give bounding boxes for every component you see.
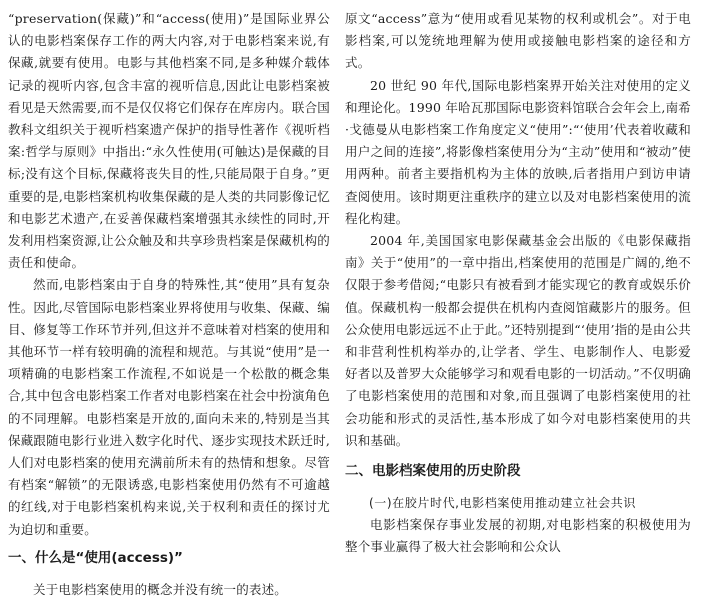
body-paragraph: 然而,电影档案由于自身的特殊性,其“使用”具有复杂性。因此,尽管国际电影档案业界将使用与收集、保藏、编目、修复等工作环节并列,但这并不意味着对档案的使用和其他环节一样有较明确的流程和规范。与其说“使用”是一项精确的电影档案工作流程,不如说是一个松散的概念集合,其中包含电影档案工作者对电影档案在社会中扮演角色的不同理解。电影档案是开放的,面向未来的,特别是当其保藏跟随电影行业进入数字化时代、逐步实现技术跃迁时,人们对电影档案的使用充满前所未有的热情和想象。尽管有档案“解锁”的无限诱惑,电影档案使用仍然有不可逾越的红线,对于电影档案机构来说,关于权利和责任的探讨尤为迫切和重要。 <box>8 277 330 537</box>
body-paragraph: 20 世纪 90 年代,国际电影档案界开始关注对使用的定义和理论化。1990 年哈瓦那国际电影资料馆联合会年会上,南希·戈德曼从电影档案工作角度定义“使用”:“‘使用’代表着收藏和用户之间的连接”,将影像档案使用分为“主动”使用和“被动”使用两种。前者主要指机构为主体的放映,后者指用户到访申请查阅使用。该时期更注重秩序的建立以及对电影档案使用的流程化构建。 <box>345 77 691 226</box>
section-heading: 二、电影档案使用的历史阶段 <box>345 463 521 480</box>
subsection-heading: (一)在胶片时代,电影档案使用推动建立社会共识 <box>369 496 636 511</box>
section-heading: 一、什么是“使用(access)” <box>8 549 183 566</box>
body-paragraph: 电影档案保存事业发展的初期,对电影档案的积极使用为整个事业赢得了极大社会影响和公众认 <box>345 517 691 555</box>
body-paragraph: “preservation(保藏)”和“access(使用)”是国际业界公认的电影档案保存工作的两大内容,对于电影档案来说,有保藏,就要有使用。电影与其他档案不同,是多种媒介载体记录的视听内容,包含丰富的视听信息,因此让电影档案被看见是天然需要,而不是仅仅将它们保存在库房内。联合国教科文组织关于视听档案遗产保护的指导性著作《视听档案:哲学与原则》中指出:“永久性使用(可触达)是保藏的目标;没有这个目标,保藏将丧失目的性,只能局限于自身。”更重要的是,电影档案机构收集保藏的是人类的共同影像记忆和电影艺术遗产,在妥善保藏档案增强其永续性的同时,开发利用档案资源,让公众触及和共享珍贵档案是保藏机构的责任和使命。 <box>8 11 330 271</box>
right-column <box>345 8 691 558</box>
left-column <box>8 8 330 601</box>
body-paragraph: 关于电影档案使用的概念并没有统一的表述。 <box>33 581 288 597</box>
body-paragraph: 2004 年,美国国家电影保藏基金会出版的《电影保藏指南》关于“使用”的一章中指出,档案使用的范围是广阔的,绝不仅限于参考借阅;“电影只有被看到才能实现它的教育或娱乐价值。保藏机构一般都会提供在机构内查阅馆藏影片的服务。但公众使用电影远远不止于此。”还特别提到“‘使用’指的是由公共和非营利性机构举办的,让学者、学生、电影制作人、电影爱好者以及普罗大众能够学习和观看电影的一切活动。”不仅明确了电影档案使用的范围和对象,而且强调了电影档案使用的社会功能和形式的灵活性,基本形成了如今对电影档案使用的共识和基础。 <box>345 233 691 448</box>
body-paragraph: 原文“access”意为“使用或看见某物的权利或机会”。对于电影档案,可以笼统地理解为使用或接触电影档案的途径和方式。 <box>345 11 691 71</box>
